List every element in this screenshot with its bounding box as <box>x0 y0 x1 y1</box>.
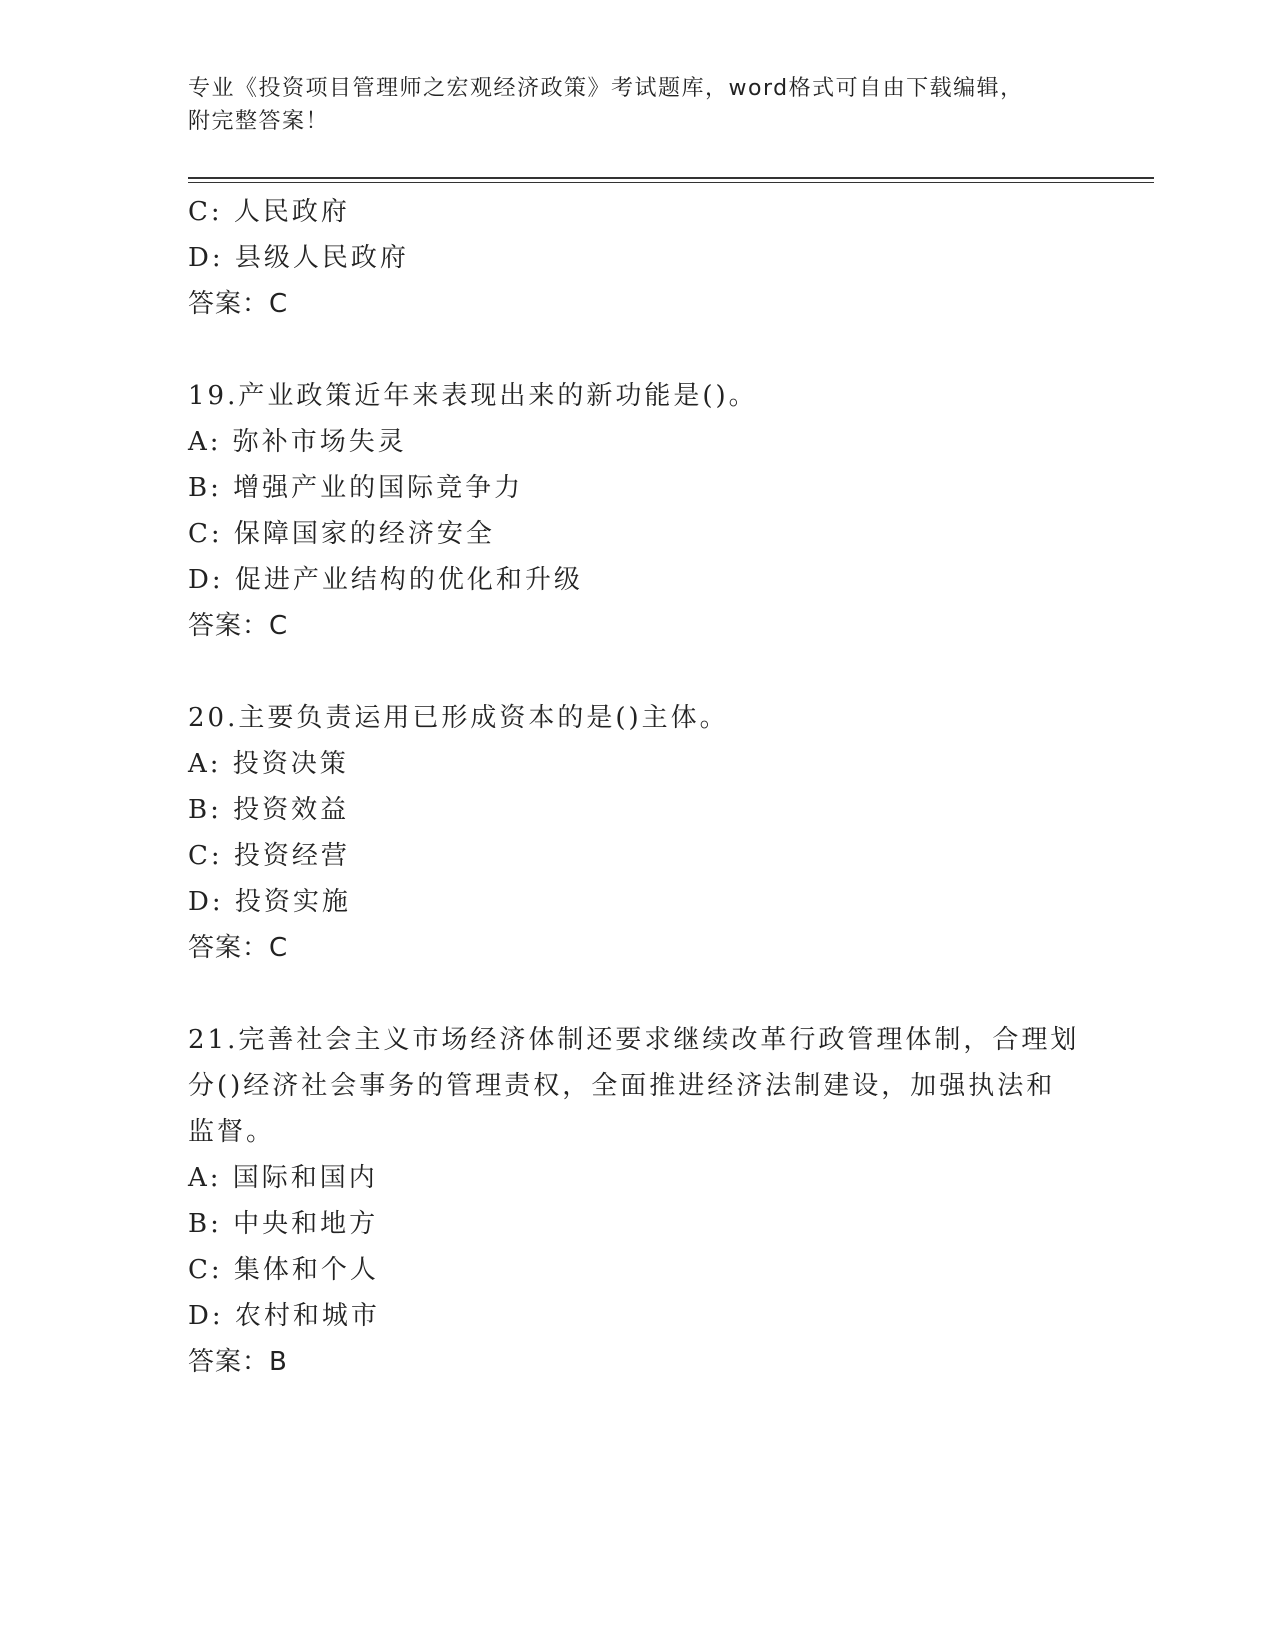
option-d: D: 县级人民政府 <box>188 243 409 273</box>
option-c: C: 保障国家的经济安全 <box>188 519 495 549</box>
answer-line: 答案：C <box>188 611 289 641</box>
question-19 <box>188 373 1088 649</box>
option-c: C: 投资经营 <box>188 841 350 871</box>
spacer <box>188 327 1088 373</box>
question-21 <box>188 1017 1088 1385</box>
answer-line: 答案：C <box>188 289 289 319</box>
page-header <box>188 72 1088 138</box>
question-20 <box>188 695 1088 971</box>
header-divider-thin <box>188 182 1154 183</box>
header-line-1: 专业《投资项目管理师之宏观经济政策》考试题库，word格式可自由下载编辑， <box>188 76 1024 101</box>
question-stem-line-3: 监督。 <box>188 1117 276 1147</box>
spacer <box>188 971 1088 1017</box>
option-d: D: 促进产业结构的优化和升级 <box>188 565 583 595</box>
header-line-2: 附完整答案！ <box>188 109 330 134</box>
option-a: A: 弥补市场失灵 <box>188 427 407 457</box>
question-stem: 19.产业政策近年来表现出来的新功能是()。 <box>188 381 758 411</box>
answer-line: 答案：B <box>188 1347 288 1377</box>
question-stem-line-1: 21.完善社会主义市场经济体制还要求继续改革行政管理体制，合理划 <box>188 1025 1080 1055</box>
option-b: B: 中央和地方 <box>188 1209 379 1239</box>
question-stem: 20.主要负责运用已形成资本的是()主体。 <box>188 703 729 733</box>
option-b: B: 增强产业的国际竞争力 <box>188 473 524 503</box>
header-divider-thick <box>188 177 1154 179</box>
option-d: D: 投资实施 <box>188 887 351 917</box>
option-a: A: 投资决策 <box>188 749 349 779</box>
option-c: C: 人民政府 <box>188 197 350 227</box>
option-b: B: 投资效益 <box>188 795 350 825</box>
option-a: A: 国际和国内 <box>188 1163 378 1193</box>
spacer <box>188 649 1088 695</box>
question-fragment <box>188 189 1088 327</box>
answer-line: 答案：C <box>188 933 289 963</box>
option-d: D: 农村和城市 <box>188 1301 380 1331</box>
question-stem-line-2: 分()经济社会事务的管理责权，全面推进经济法制建设，加强执法和 <box>188 1071 1056 1101</box>
question-list <box>188 189 1088 1385</box>
option-c: C: 集体和个人 <box>188 1255 379 1285</box>
